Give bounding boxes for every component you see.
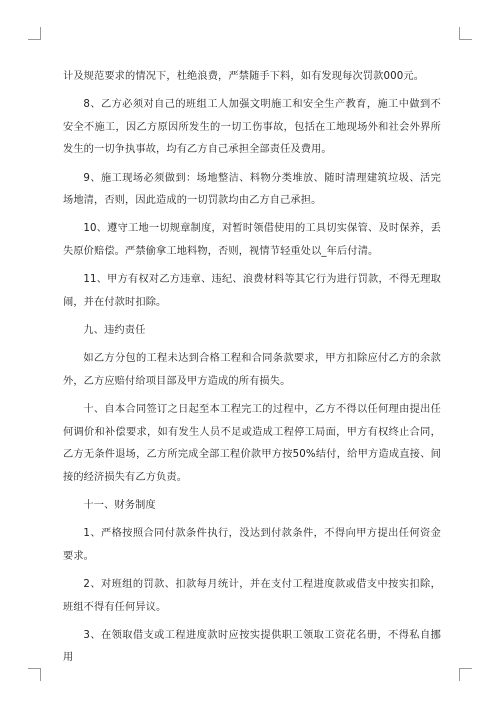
section-heading-finance: 十一、财务制度	[83, 499, 156, 511]
crop-mark-bottom-right	[459, 668, 472, 681]
crop-mark-top-right	[459, 27, 472, 40]
paragraph-continued: 计及规范要求的情况下，杜绝浪费，严禁随手下料，如有发现每次罚款000元。	[63, 71, 425, 82]
section-heading-breach: 九、违约责任	[83, 325, 146, 337]
paragraph-finance-1: 1、严格按照合同付款条件执行，没达到付款条件，不得向甲方提出任何资金要求。	[63, 528, 441, 562]
paragraph-section-10: 十、自本合同签订之日起至本工程完工的过程中，乙方不得以任何理由提出任何调价和补偿要求，如有发生人员不足或造成工程停工局面，甲方有权终止合同，乙方无条件退场，乙方所完成全部工程价款甲方按50%结付，给甲方造成直接、间接的经济损失有乙方负责。	[63, 404, 441, 483]
paragraph-finance-2: 2、对班组的罚款、扣款每月统计，并在支付工程进度款或借支中按实扣除，班组不得有任何异议。	[63, 579, 441, 613]
paragraph-clause-10: 10、遵守工地一切规章制度，对暂时领借使用的工具切实保管、及时保养，丢失原价赔偿。严禁偷拿工地料物，否则，视情节轻重处以_年后付清。	[63, 223, 441, 257]
crop-mark-top-left	[28, 27, 41, 40]
document-body	[63, 66, 441, 670]
paragraph-breach-1: 如乙方分包的工程未达到合格工程和合同条款要求，甲方扣除应付乙方的余款外，乙方应赔付给项目部及甲方造成的所有损失。	[63, 353, 441, 387]
crop-mark-bottom-left	[28, 668, 41, 681]
paragraph-clause-9: 9、施工现场必须做到：场地整洁、料物分类堆放、随时清理建筑垃圾、活完场地清，否则，因此造成的一切罚款均由乙方自己承担。	[63, 172, 441, 207]
paragraph-clause-11: 11、甲方有权对乙方违章、违纪、浪费材料等其它行为进行罚款，不得无理取闹，并在付款时扣除。	[63, 274, 441, 308]
paragraph-finance-3: 3、在领取借支或工程进度款时应按实提供职工领取工资花名册，不得私自挪用	[63, 629, 441, 664]
paragraph-clause-8: 8、乙方必须对自己的班组工人加强文明施工和安全生产教育，施工中做到不安全不施工，因乙方原因所发生的一切工伤事故，包括在工地现场外和社会外界所发生的一切争执事故，均有乙方自己承担全部责任及费用。	[63, 99, 441, 156]
